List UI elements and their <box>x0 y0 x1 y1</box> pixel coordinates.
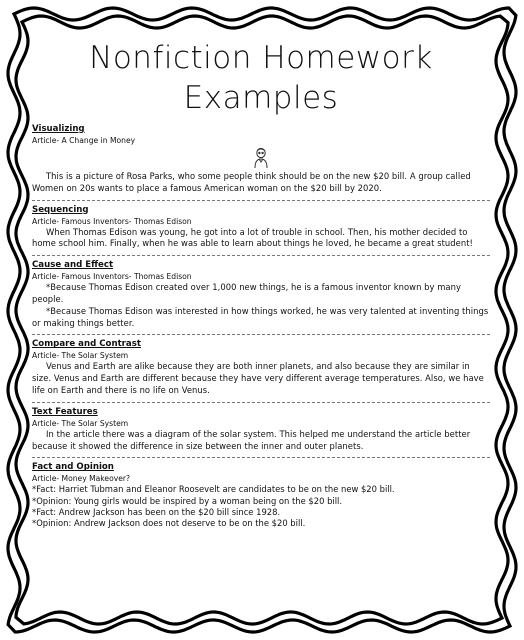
fact-opinion-line: *Opinion: Andrew Jackson does not deserve to be on the $20 bill. <box>32 517 306 528</box>
fact-opinion-line: *Fact: Harriet Tubman and Eleanor Roosevelt are candidates to be on the new $20 bill. <box>32 484 395 495</box>
section-heading: Fact and Opinion <box>32 462 114 473</box>
section-divider <box>32 255 490 256</box>
fact-opinion-line: *Fact: Andrew Jackson has been on the $20 bill since 1928. <box>32 506 281 517</box>
section-divider <box>32 402 490 403</box>
article-label: Article- A Change in Money <box>32 136 136 145</box>
section-heading: Sequencing <box>32 204 89 215</box>
section-heading: Cause and Effect <box>32 260 114 271</box>
section-cause-and-effect <box>32 260 490 335</box>
section-paragraph: When Thomas Edison was young, he got into a lot of trouble in school. Then, his mother decided to home school him. Finally, when he was able to learn about things he loved, he became a great student! <box>32 226 473 249</box>
section-divider <box>32 334 490 335</box>
article-label: Article- The Solar System <box>32 351 129 361</box>
section-text-features <box>32 407 490 459</box>
section-paragraph: *Because Thomas Edison created over 1,000 new things, he is a famous inventor known by many people. <box>32 282 461 304</box>
article-label: Article- Money Makeover? <box>32 474 131 484</box>
fact-opinion-line: *Opinion: Young girls would be inspired by a woman being on the $20 bill. <box>32 495 343 506</box>
section-heading: Text Features <box>32 406 98 417</box>
page-title: Nonfiction Homework Examples <box>89 40 433 116</box>
section-paragraph: In the article there was a diagram of the solar system. This helped me understand the article better because it showed the difference in size between the inner and outer planets. <box>32 428 471 451</box>
section-compare-and-contrast <box>32 339 490 402</box>
article-label: Article- Famous Inventors- Thomas Edison <box>32 272 192 282</box>
section-fact-and-opinion <box>32 462 490 529</box>
section-paragraph: *Because Thomas Edison was interested in how things worked, he was very talented at inventing things or making things better. <box>32 305 489 328</box>
section-paragraph: Venus and Earth are alike because they are both inner planets, and also because they are similar in size. Venus and Earth are different because they have very different average temperatures. Also, we have life on Earth and there is no life on Venus. <box>32 361 484 395</box>
rosa-parks-portrait-icon <box>252 147 270 169</box>
section-heading: Visualizing <box>32 124 85 134</box>
section-paragraph: This is a picture of Rosa Parks, who some people think should be on the new $20 bill. A group called Women on 20s wants to place a famous American woman on the $20 bill by 2020. <box>32 171 471 193</box>
section-heading: Compare and Contrast <box>32 339 141 350</box>
document-body <box>32 38 490 529</box>
section-visualizing <box>32 124 490 201</box>
section-sequencing <box>32 205 490 257</box>
section-divider <box>32 200 490 201</box>
article-label: Article- Famous Inventors- Thomas Edison <box>32 216 192 226</box>
article-label: Article- The Solar System <box>32 418 129 428</box>
section-divider <box>32 457 490 458</box>
